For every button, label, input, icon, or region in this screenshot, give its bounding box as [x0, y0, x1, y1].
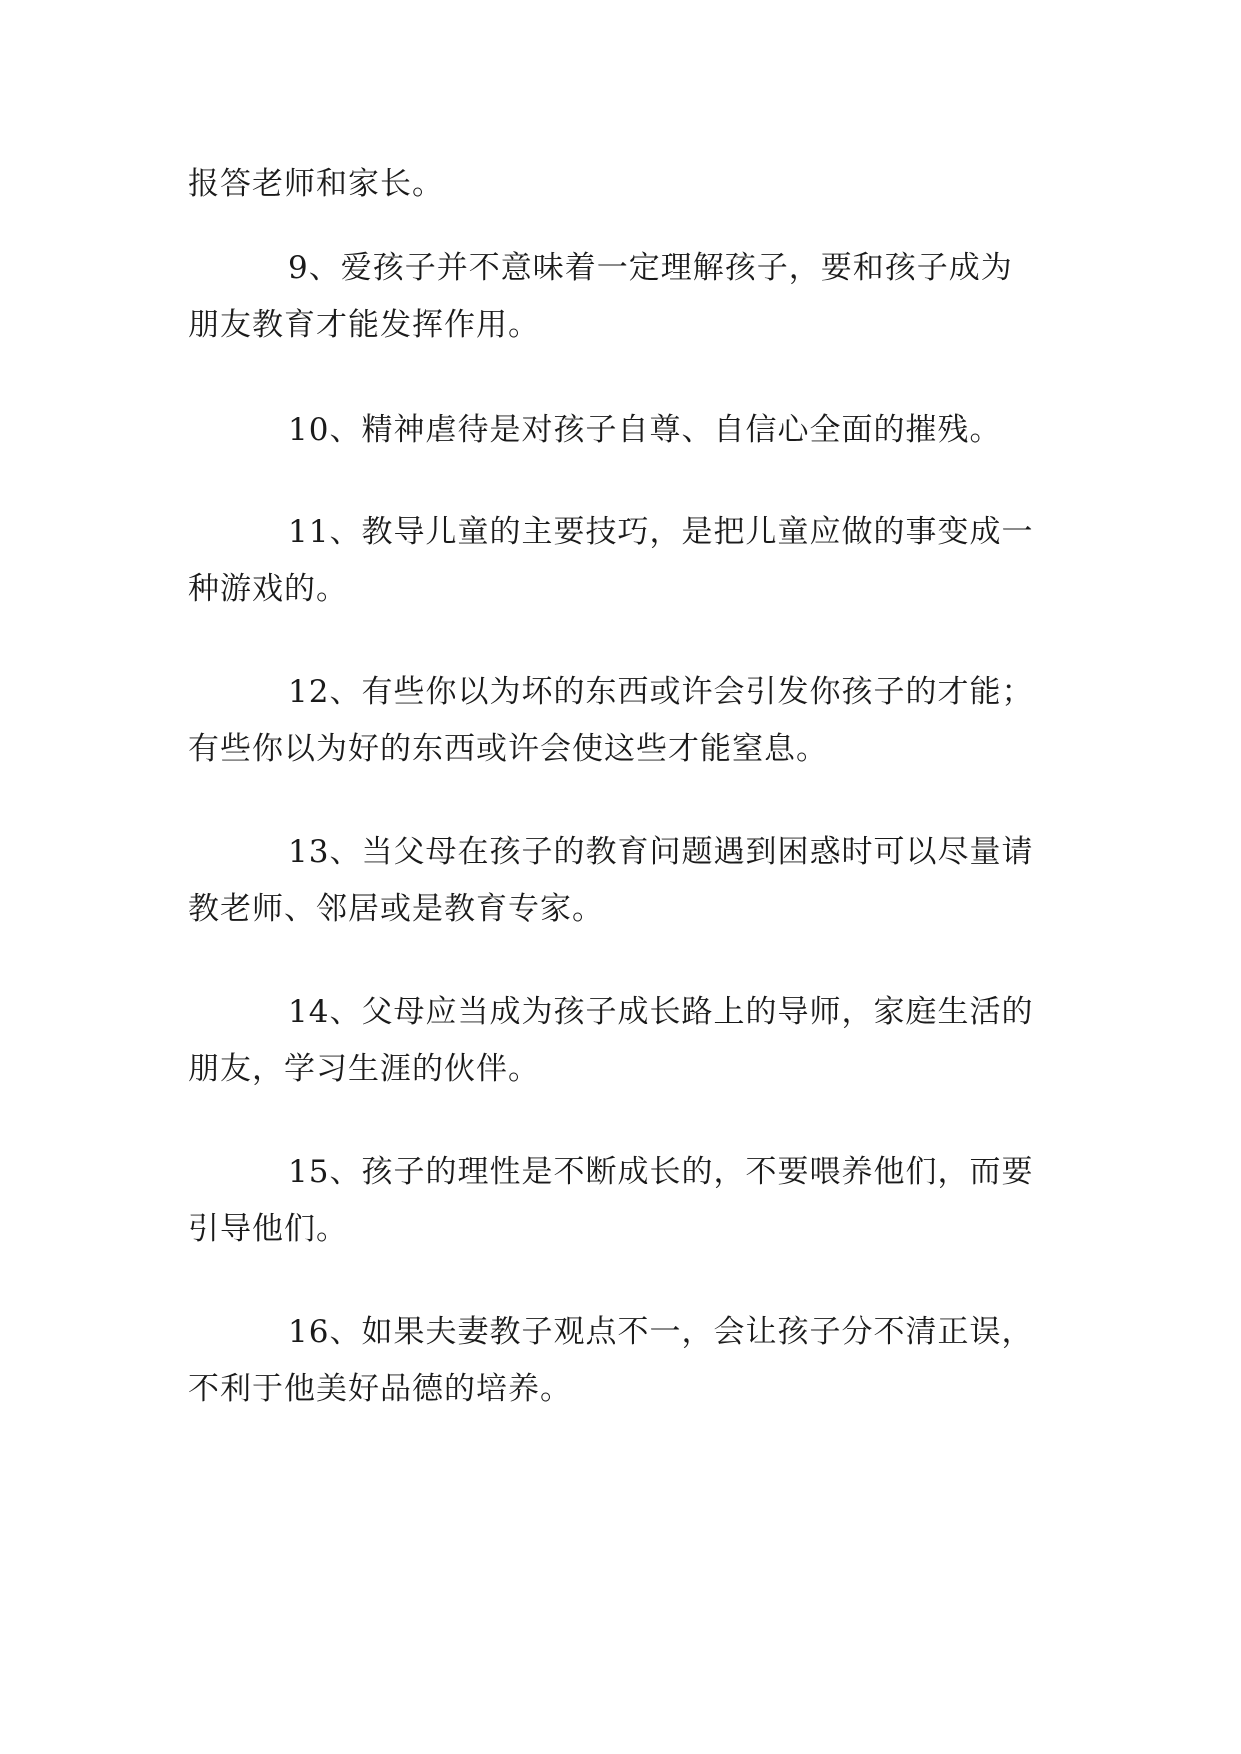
- paragraph-line: 朋友，学习生涯的伙伴。: [188, 1051, 540, 1087]
- paragraph-line: 有些你以为好的东西或许会使这些才能窒息。: [188, 731, 828, 767]
- paragraph-line: 12、有些你以为坏的东西或许会引发你孩子的才能；: [288, 674, 1034, 710]
- paragraph-16: [188, 1304, 1054, 1418]
- paragraph-line: 不利于他美好品德的培养。: [188, 1371, 572, 1407]
- paragraph-13: [188, 824, 1054, 938]
- paragraph-15: [188, 1144, 1054, 1258]
- continuation-paragraph: [188, 156, 1054, 213]
- paragraph-line: 引导他们。: [188, 1211, 348, 1247]
- paragraph-line: 种游戏的。: [188, 571, 348, 607]
- paragraph-line: 11、教导儿童的主要技巧，是把儿童应做的事变成一: [288, 514, 1034, 550]
- paragraph-line: 教老师、邻居或是教育专家。: [188, 891, 604, 927]
- paragraph-11: [188, 504, 1054, 618]
- paragraph-line: 报答老师和家长。: [188, 166, 444, 202]
- paragraph-line: 14、父母应当成为孩子成长路上的导师，家庭生活的: [288, 994, 1034, 1030]
- paragraph-line: 朋友教育才能发挥作用。: [188, 307, 540, 343]
- paragraph-line: 13、当父母在孩子的教育问题遇到困惑时可以尽量请: [288, 834, 1034, 870]
- paragraph-line: 10、精神虐待是对孩子自尊、自信心全面的摧残。: [288, 412, 1002, 448]
- paragraph-line: 15、孩子的理性是不断成长的，不要喂养他们，而要: [288, 1154, 1034, 1190]
- paragraph-9: [188, 240, 1054, 354]
- paragraph-12: [188, 664, 1054, 778]
- paragraph-line: 9、爱孩子并不意味着一定理解孩子，要和孩子成为: [288, 250, 1013, 286]
- paragraph-line: 16、如果夫妻教子观点不一，会让孩子分不清正误，: [288, 1314, 1034, 1350]
- paragraph-10: [188, 402, 1054, 459]
- paragraph-14: [188, 984, 1054, 1098]
